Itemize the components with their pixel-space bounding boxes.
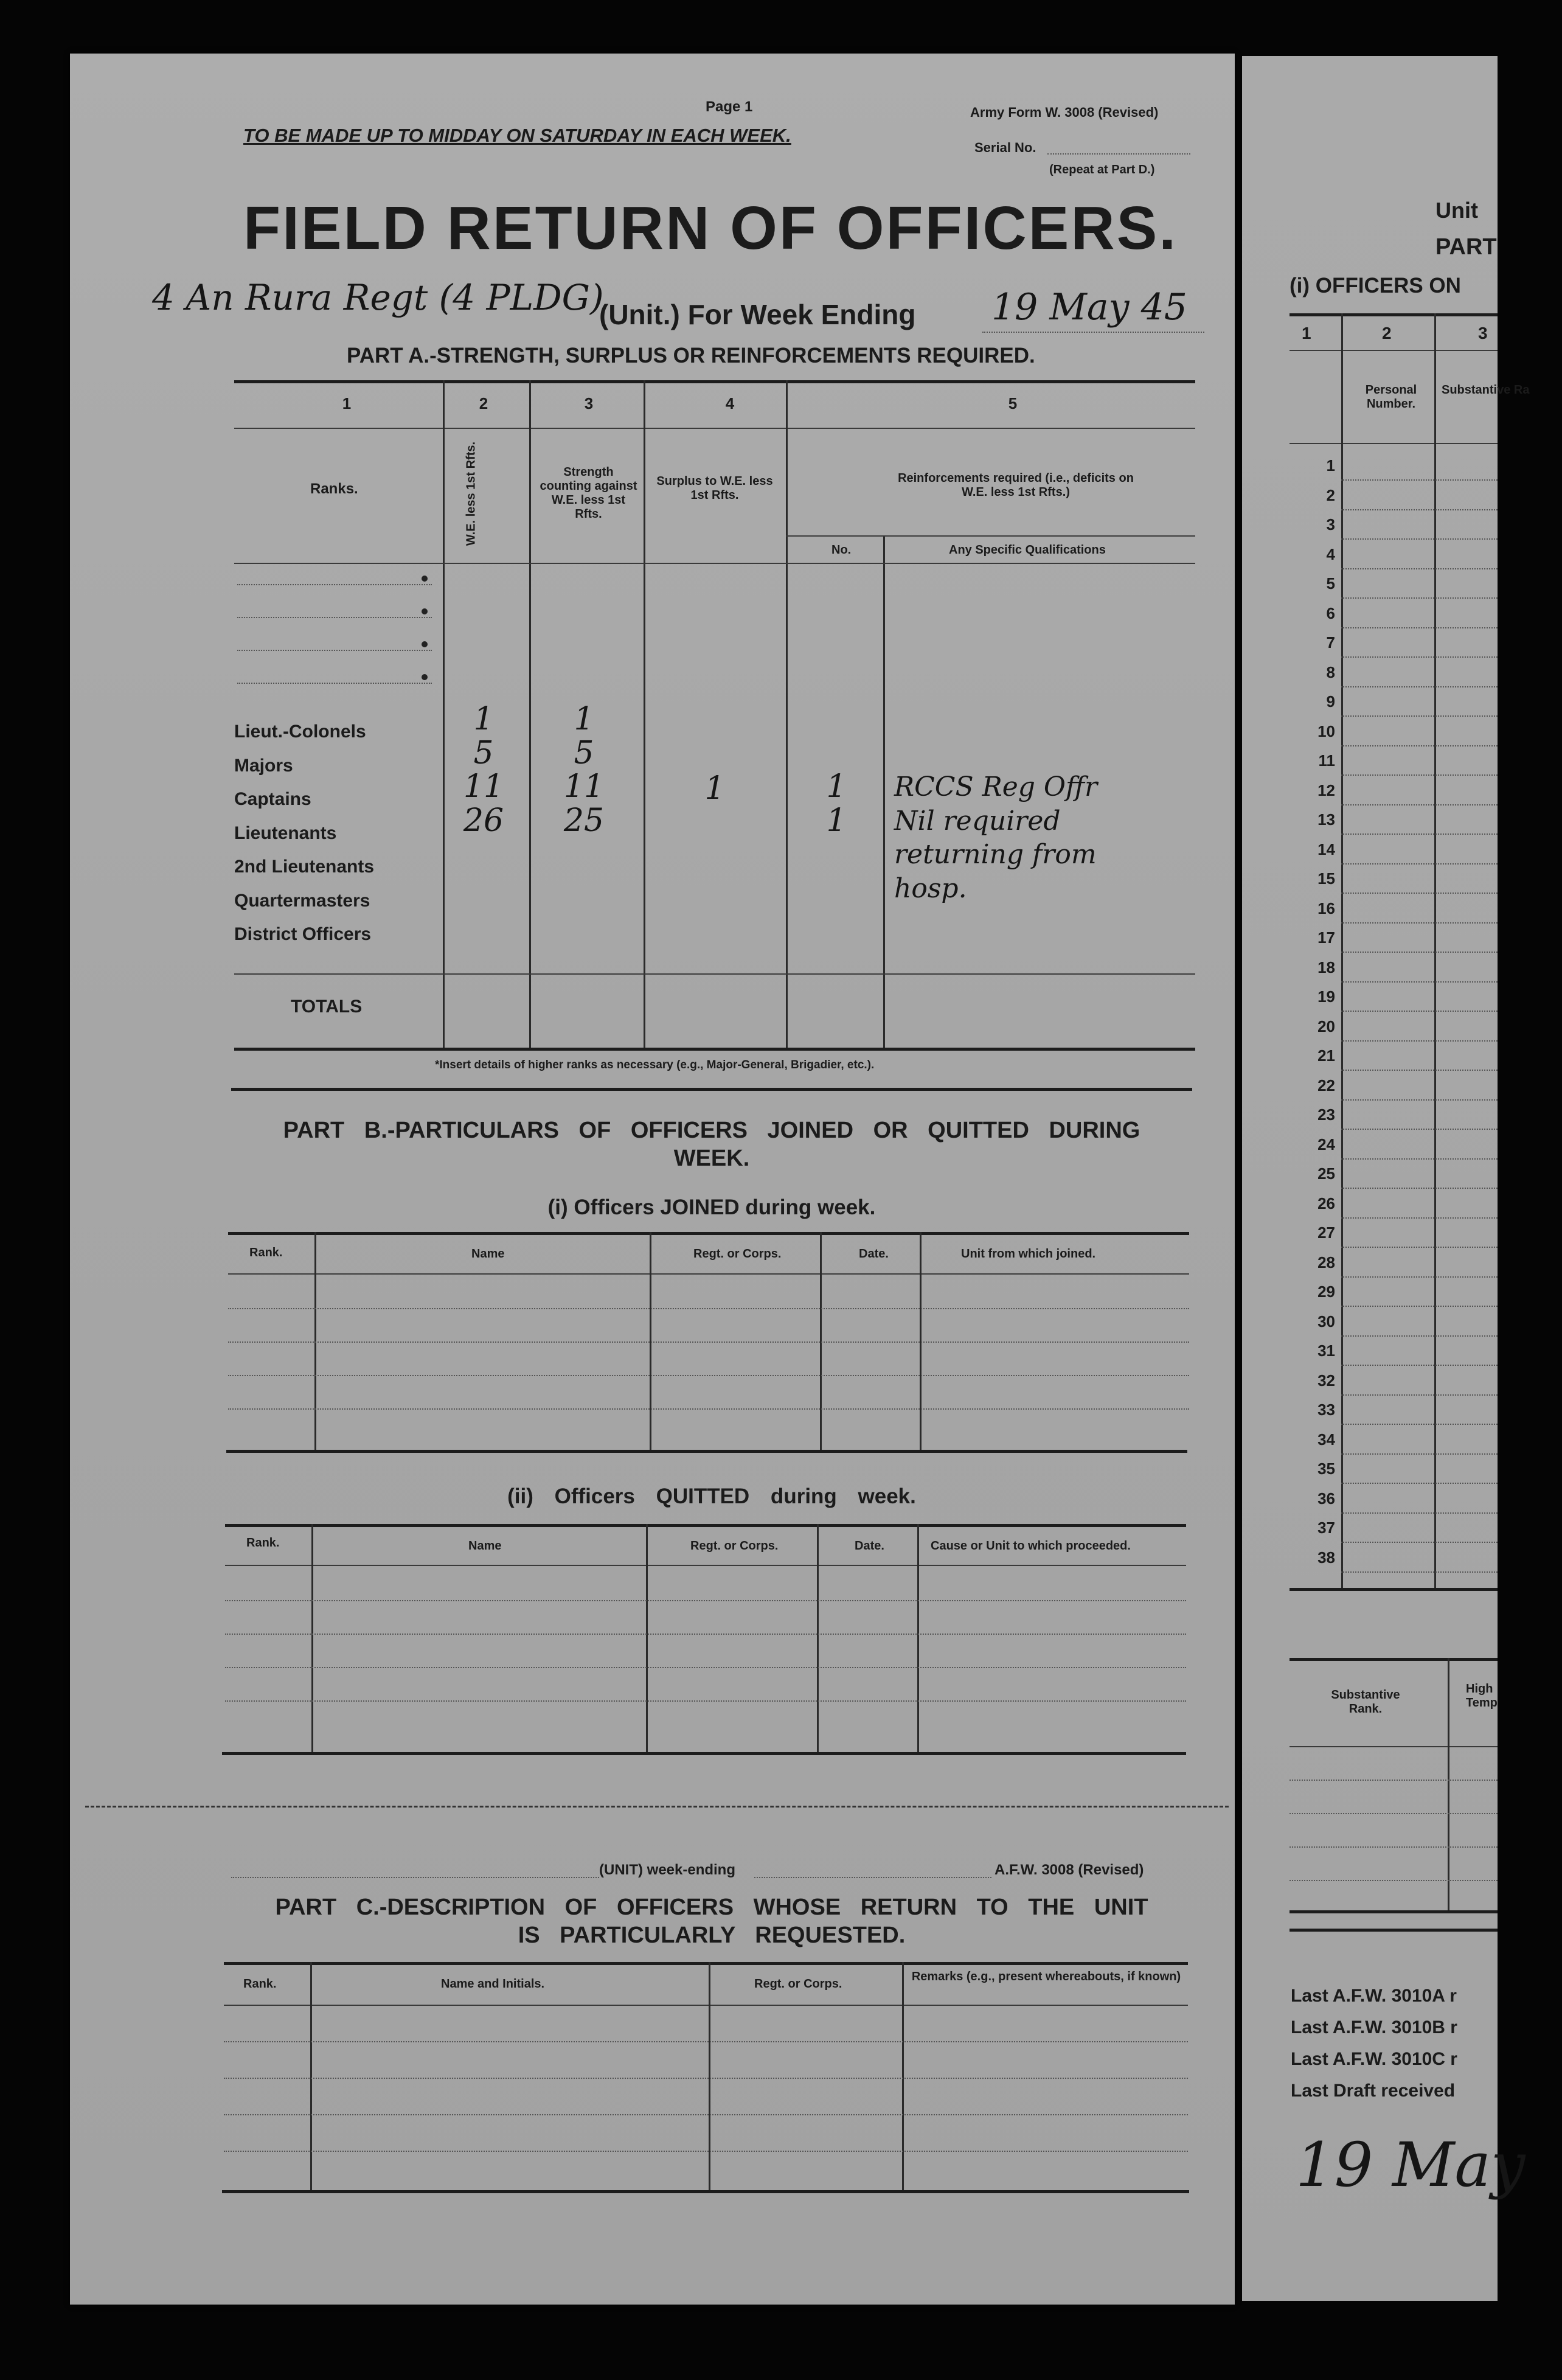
- row-number: 16: [1317, 899, 1335, 917]
- rank-label: District Officers: [234, 924, 372, 944]
- row-number: 38: [1317, 1548, 1335, 1567]
- tear-line: [85, 1806, 1229, 1808]
- joined-col-unit: Unit from which joined.: [961, 1247, 1096, 1261]
- reinf-no-value: 1: [826, 802, 847, 839]
- col-num-5: 5: [1008, 394, 1018, 412]
- row-number: 12: [1317, 781, 1335, 799]
- part-a-heading: PART A.-STRENGTH, SURPLUS OR REINFORCEMENTS REQUIRED.: [347, 344, 1035, 367]
- footnote: *Insert details of higher ranks as necessary (e.g., Major-General, Brigadier, etc.).: [435, 1059, 875, 1071]
- right-col-1: 1: [1302, 324, 1311, 343]
- joined-col-name: Name: [471, 1247, 505, 1261]
- we-value: 5: [473, 734, 494, 771]
- row-number: 14: [1317, 840, 1335, 858]
- row-number: 26: [1317, 1194, 1335, 1213]
- rank-label: Lieutenants: [234, 823, 337, 843]
- rank-list: [234, 715, 374, 952]
- row-number: 28: [1317, 1253, 1335, 1272]
- rank-label: Quartermasters: [234, 890, 370, 911]
- row-number: 32: [1317, 1371, 1335, 1390]
- right-col-subst: Substantive Ra: [1442, 383, 1530, 397]
- row-number: 27: [1317, 1223, 1335, 1242]
- col-no: No.: [831, 543, 852, 557]
- part-c-unit-line: (UNIT) week-ending: [599, 1862, 736, 1878]
- joined-col-date: Date.: [859, 1247, 889, 1261]
- row-rule: [1341, 804, 1498, 806]
- row-number: 19: [1317, 987, 1335, 1006]
- part-b-heading: PART B.-PARTICULARS OF OFFICERS JOINED OR QUITTED DURING WEEK.: [283, 1118, 1140, 1171]
- row-number: 22: [1317, 1076, 1335, 1094]
- quitted-col-regt: Regt. or Corps.: [690, 1539, 779, 1553]
- week-ending-handwritten: 19 May 45: [991, 286, 1187, 329]
- row-rule: [1341, 1276, 1498, 1278]
- part-c-form-ref: A.F.W. 3008 (Revised): [994, 1862, 1144, 1878]
- row-rule: [1341, 1040, 1498, 1042]
- right-last-lines: [1291, 1980, 1498, 2107]
- instruction-line: TO BE MADE UP TO MIDDAY ON SATURDAY IN EACH WEEK.: [243, 125, 791, 146]
- strength-value: 25: [563, 802, 605, 839]
- rank-label: 2nd Lieutenants: [234, 857, 375, 877]
- rank-label: Majors: [234, 755, 293, 776]
- form-id: Army Form W. 3008 (Revised): [970, 105, 1159, 120]
- col-qual: Any Specific Qualifications: [949, 543, 1106, 557]
- row-rule: [1341, 745, 1498, 746]
- row-number: 2: [1326, 485, 1335, 504]
- we-value: 26: [463, 802, 504, 839]
- row-number: 24: [1317, 1135, 1335, 1153]
- c-col-regt: Regt. or Corps.: [754, 1977, 842, 1991]
- row-rule: [1341, 1099, 1498, 1101]
- row-rule: [1341, 1483, 1498, 1484]
- row-number: 29: [1317, 1282, 1335, 1301]
- row-rule: [1341, 1571, 1498, 1573]
- qual-line: Nil required: [894, 805, 1061, 837]
- qual-line: hosp.: [894, 872, 967, 904]
- right-date-handwritten: 19 May: [1296, 2129, 1526, 2201]
- col-num-2: 2: [479, 394, 488, 412]
- part-c-heading: PART C.-DESCRIPTION OF OFFICERS WHOSE RETURN TO THE UNIT IS PARTICULARLY REQUESTED.: [275, 1895, 1148, 1948]
- row-rule: [1341, 1512, 1498, 1514]
- row-rule: [1341, 479, 1498, 481]
- row-rule: [1341, 774, 1498, 776]
- col-strength: Strength counting against W.E. less 1st Rfts.: [540, 465, 637, 521]
- row-rule: [1341, 656, 1498, 658]
- quitted-title: (ii) Officers QUITTED during week.: [507, 1484, 916, 1508]
- strength-values: [535, 703, 633, 838]
- row-rule: [1341, 833, 1498, 835]
- joined-col-rank: Rank.: [249, 1246, 283, 1259]
- row-number: 33: [1317, 1401, 1335, 1419]
- row-number: 36: [1317, 1489, 1335, 1508]
- form-title: FIELD RETURN OF OFFICERS.: [243, 194, 1178, 262]
- row-number: 35: [1317, 1460, 1335, 1478]
- strength-value: 11: [563, 768, 605, 805]
- last-draft-received: Last Draft received: [1291, 2081, 1456, 2101]
- row-number: 11: [1318, 751, 1335, 770]
- right-unit: Unit: [1435, 198, 1478, 223]
- quitted-col-cause: Cause or Unit to which proceeded.: [931, 1539, 1131, 1553]
- unit-label: (Unit.) For Week Ending: [599, 299, 916, 330]
- qualifications-handwritten: [894, 770, 1198, 905]
- col-num-1: 1: [342, 394, 352, 412]
- qual-line: RCCS Reg Offr: [894, 771, 1098, 802]
- joined-col-regt: Regt. or Corps.: [693, 1247, 782, 1261]
- row-rule: [1341, 1188, 1498, 1189]
- right-substantive-rank: Substantive Rank.: [1331, 1688, 1400, 1716]
- row-rule: [1341, 538, 1498, 540]
- row-number: 20: [1317, 1017, 1335, 1035]
- right-higher: High Temp: [1466, 1682, 1498, 1710]
- row-rule: [1341, 863, 1498, 865]
- we-value: 1: [473, 701, 494, 737]
- row-rule: [1341, 715, 1498, 717]
- serial-label: Serial No.: [974, 140, 1036, 155]
- page-number: Page 1: [706, 99, 753, 115]
- row-number: 15: [1317, 869, 1335, 888]
- row-number: 7: [1326, 633, 1335, 652]
- reinf-no-value: 1: [826, 768, 847, 805]
- row-number: 17: [1317, 928, 1335, 947]
- c-col-rank: Rank.: [243, 1977, 277, 1991]
- row-rule: [1341, 981, 1498, 983]
- row-number: 1: [1326, 456, 1335, 475]
- row-number: 30: [1317, 1312, 1335, 1331]
- row-rule: [1341, 1542, 1498, 1543]
- row-number: 18: [1317, 958, 1335, 976]
- row-rule: [1341, 1424, 1498, 1425]
- row-rule: [1341, 1394, 1498, 1396]
- col-we: W.E. less 1st Rfts.: [464, 441, 478, 546]
- row-number: 4: [1326, 545, 1335, 563]
- row-number: 25: [1317, 1164, 1335, 1183]
- row-number: 21: [1317, 1046, 1335, 1065]
- qual-line: returning from: [894, 839, 1097, 870]
- reinf-no-values: [803, 770, 870, 838]
- form-page: [70, 54, 1235, 2305]
- row-rule: [1341, 597, 1498, 599]
- col-num-3: 3: [584, 394, 594, 412]
- row-rule: [1341, 1453, 1498, 1455]
- quitted-col-name: Name: [468, 1539, 502, 1553]
- captains-surplus: 1: [704, 770, 725, 807]
- col-num-4: 4: [725, 394, 735, 412]
- row-rule: [1341, 952, 1498, 953]
- row-rule: [1341, 568, 1498, 569]
- col-reinf: Reinforcements required (i.e., deficits on W.E. less 1st Rfts.): [898, 471, 1134, 499]
- repeat-note: (Repeat at Part D.): [1049, 163, 1155, 176]
- row-number: 3: [1326, 515, 1335, 534]
- rank-label: Captains: [234, 789, 311, 809]
- right-part: PART: [1435, 234, 1497, 260]
- right-col-personal: Personal Number.: [1365, 383, 1417, 411]
- right-officers: (i) OFFICERS ON: [1290, 274, 1461, 298]
- row-number: 34: [1317, 1430, 1335, 1449]
- unit-handwritten: 4 An Rura Regt (4 PLDG): [152, 277, 604, 318]
- row-number: 6: [1326, 604, 1335, 622]
- row-number: 37: [1317, 1519, 1335, 1537]
- right-col-3: 3: [1478, 324, 1488, 343]
- strength-value: 1: [574, 701, 594, 737]
- row-rule: [1341, 892, 1498, 894]
- quitted-col-date: Date.: [855, 1539, 884, 1553]
- row-number: 8: [1326, 663, 1335, 681]
- right-col-2: 2: [1382, 324, 1392, 343]
- row-number: 9: [1326, 692, 1335, 711]
- row-rule: [1341, 1247, 1498, 1248]
- row-number: 13: [1317, 810, 1335, 829]
- row-rule: [1341, 1306, 1498, 1307]
- row-rule: [1341, 1129, 1498, 1130]
- row-rule: [1341, 922, 1498, 924]
- row-rule: [1341, 627, 1498, 628]
- row-rule: [1341, 1070, 1498, 1071]
- row-number: 23: [1317, 1105, 1335, 1124]
- col-ranks: Ranks.: [310, 481, 358, 497]
- rank-label: Lieut.-Colonels: [234, 722, 366, 742]
- row-number: 10: [1317, 722, 1335, 740]
- row-number: 5: [1326, 574, 1335, 593]
- last-afw-3010b: Last A.F.W. 3010B r: [1291, 2017, 1457, 2037]
- col-surplus: Surplus to W.E. less 1st Rfts.: [656, 475, 773, 502]
- joined-title: (i) Officers JOINED during week.: [547, 1195, 876, 1219]
- row-rule: [1341, 1365, 1498, 1366]
- last-afw-3010c: Last A.F.W. 3010C r: [1291, 2049, 1457, 2069]
- we-value: 11: [463, 768, 504, 805]
- row-rule: [1341, 1335, 1498, 1337]
- row-rule: [1341, 509, 1498, 510]
- we-values: [447, 703, 520, 838]
- totals-label: TOTALS: [291, 997, 363, 1017]
- c-col-remarks: Remarks (e.g., present whereabouts, if known): [911, 1970, 1181, 1983]
- last-afw-3010a: Last A.F.W. 3010A r: [1291, 1986, 1457, 2006]
- row-rule: [1341, 1217, 1498, 1219]
- row-number: 31: [1317, 1341, 1335, 1360]
- c-col-name: Name and Initials.: [441, 1977, 545, 1991]
- strength-value: 5: [574, 734, 594, 771]
- quitted-col-rank: Rank.: [246, 1536, 280, 1550]
- row-rule: [1341, 1011, 1498, 1012]
- row-rule: [1341, 686, 1498, 687]
- row-rule: [1341, 1158, 1498, 1160]
